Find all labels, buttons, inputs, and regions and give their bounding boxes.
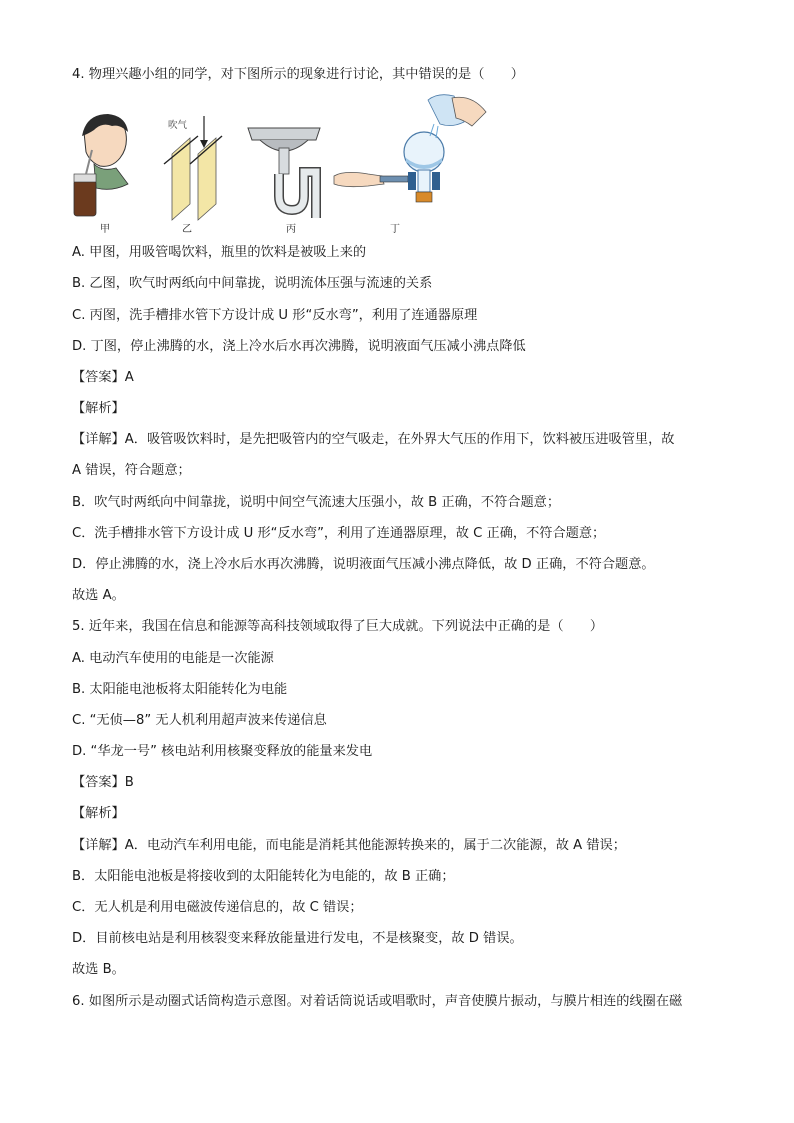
- q4-figure-svg: [72, 92, 502, 237]
- q4-detail-line: D．停止沸腾的水，浇上冷水后水再次沸腾，说明液面气压减小沸点降低，故 D 正确，不符合题意。: [72, 557, 655, 572]
- q5-option-a: A. 电动汽车使用的电能是一次能源: [72, 651, 274, 666]
- q6-stem: 6. 如图所示是动圈式话筒构造示意图。对着话筒说话或唱歌时，声音使膜片振动，与膜片相连的线圈在磁: [72, 994, 683, 1009]
- q5-answer: 【答案】B: [72, 775, 134, 790]
- q4-detail-line: A 错误，符合题意；: [72, 463, 191, 478]
- q4-option-b: B. 乙图，吹气时两纸向中间靠拢，说明流体压强与流速的关系: [72, 276, 433, 291]
- q5-analysis-label: 【解析】: [72, 806, 125, 821]
- flask-illustration: [334, 95, 486, 202]
- paper-sheets-illustration: [164, 116, 222, 220]
- caption-bing: 丙: [286, 224, 296, 235]
- blow-label: 吹气: [168, 120, 188, 131]
- q4-detail-line: B．吹气时两纸向中间靠拢，说明中间空气流速大压强小，故 B 正确，不符合题意；: [72, 495, 561, 510]
- q5-conclusion: 故选 B。: [72, 962, 125, 977]
- boy-drinking-illustration: [74, 114, 128, 216]
- q5-option-d: D. “华龙一号” 核电站利用核聚变释放的能量来发电: [72, 744, 373, 759]
- q4-conclusion: 故选 A。: [72, 588, 125, 603]
- caption-jia: 甲: [100, 224, 110, 235]
- q4-answer: 【答案】A: [72, 370, 134, 385]
- q4-analysis-label: 【解析】: [72, 401, 125, 416]
- q5-detail-line: B．太阳能电池板是将接收到的太阳能转化为电能的，故 B 正确；: [72, 869, 455, 884]
- q4-detail-line: 【详解】A．吸管吸饮料时，是先把吸管内的空气吸走，在外界大气压的作用下，饮料被压进吸管里，故: [72, 432, 675, 447]
- q4-option-d: D. 丁图，停止沸腾的水，浇上冷水后水再次沸腾，说明液面气压减小沸点降低: [72, 339, 526, 354]
- caption-ding: 丁: [390, 224, 400, 235]
- caption-yi: 乙: [182, 224, 192, 235]
- q4-stem: 4. 物理兴趣小组的同学，对下图所示的现象进行讨论，其中错误的是（ ）: [72, 67, 524, 82]
- q5-detail-line: D．目前核电站是利用核裂变来释放能量进行发电，不是核聚变，故 D 错误。: [72, 931, 523, 946]
- q5-detail-line: 【详解】A．电动汽车利用电能，而电能是消耗其他能源转换来的，属于二次能源，故 A 错误；: [72, 838, 626, 853]
- q5-stem: 5. 近年来，我国在信息和能源等高科技领域取得了巨大成就。下列说法中正确的是（ ）: [72, 619, 604, 634]
- q5-option-b: B. 太阳能电池板将太阳能转化为电能: [72, 682, 288, 697]
- q4-option-c: C. 丙图，洗手槽排水管下方设计成 U 形“反水弯”，利用了连通器原理: [72, 308, 478, 323]
- q4-figure: [72, 92, 502, 237]
- q4-detail-line: C．洗手槽排水管下方设计成 U 形“反水弯”，利用了连通器原理，故 C 正确，不符合题意；: [72, 526, 606, 541]
- q4-option-a: A. 甲图，用吸管喝饮料，瓶里的饮料是被吸上来的: [72, 245, 367, 260]
- sink-trap-illustration: [248, 128, 320, 218]
- q5-option-c: C. “无侦—8” 无人机利用超声波来传递信息: [72, 713, 327, 728]
- q5-detail-line: C．无人机是利用电磁波传递信息的，故 C 错误；: [72, 900, 363, 915]
